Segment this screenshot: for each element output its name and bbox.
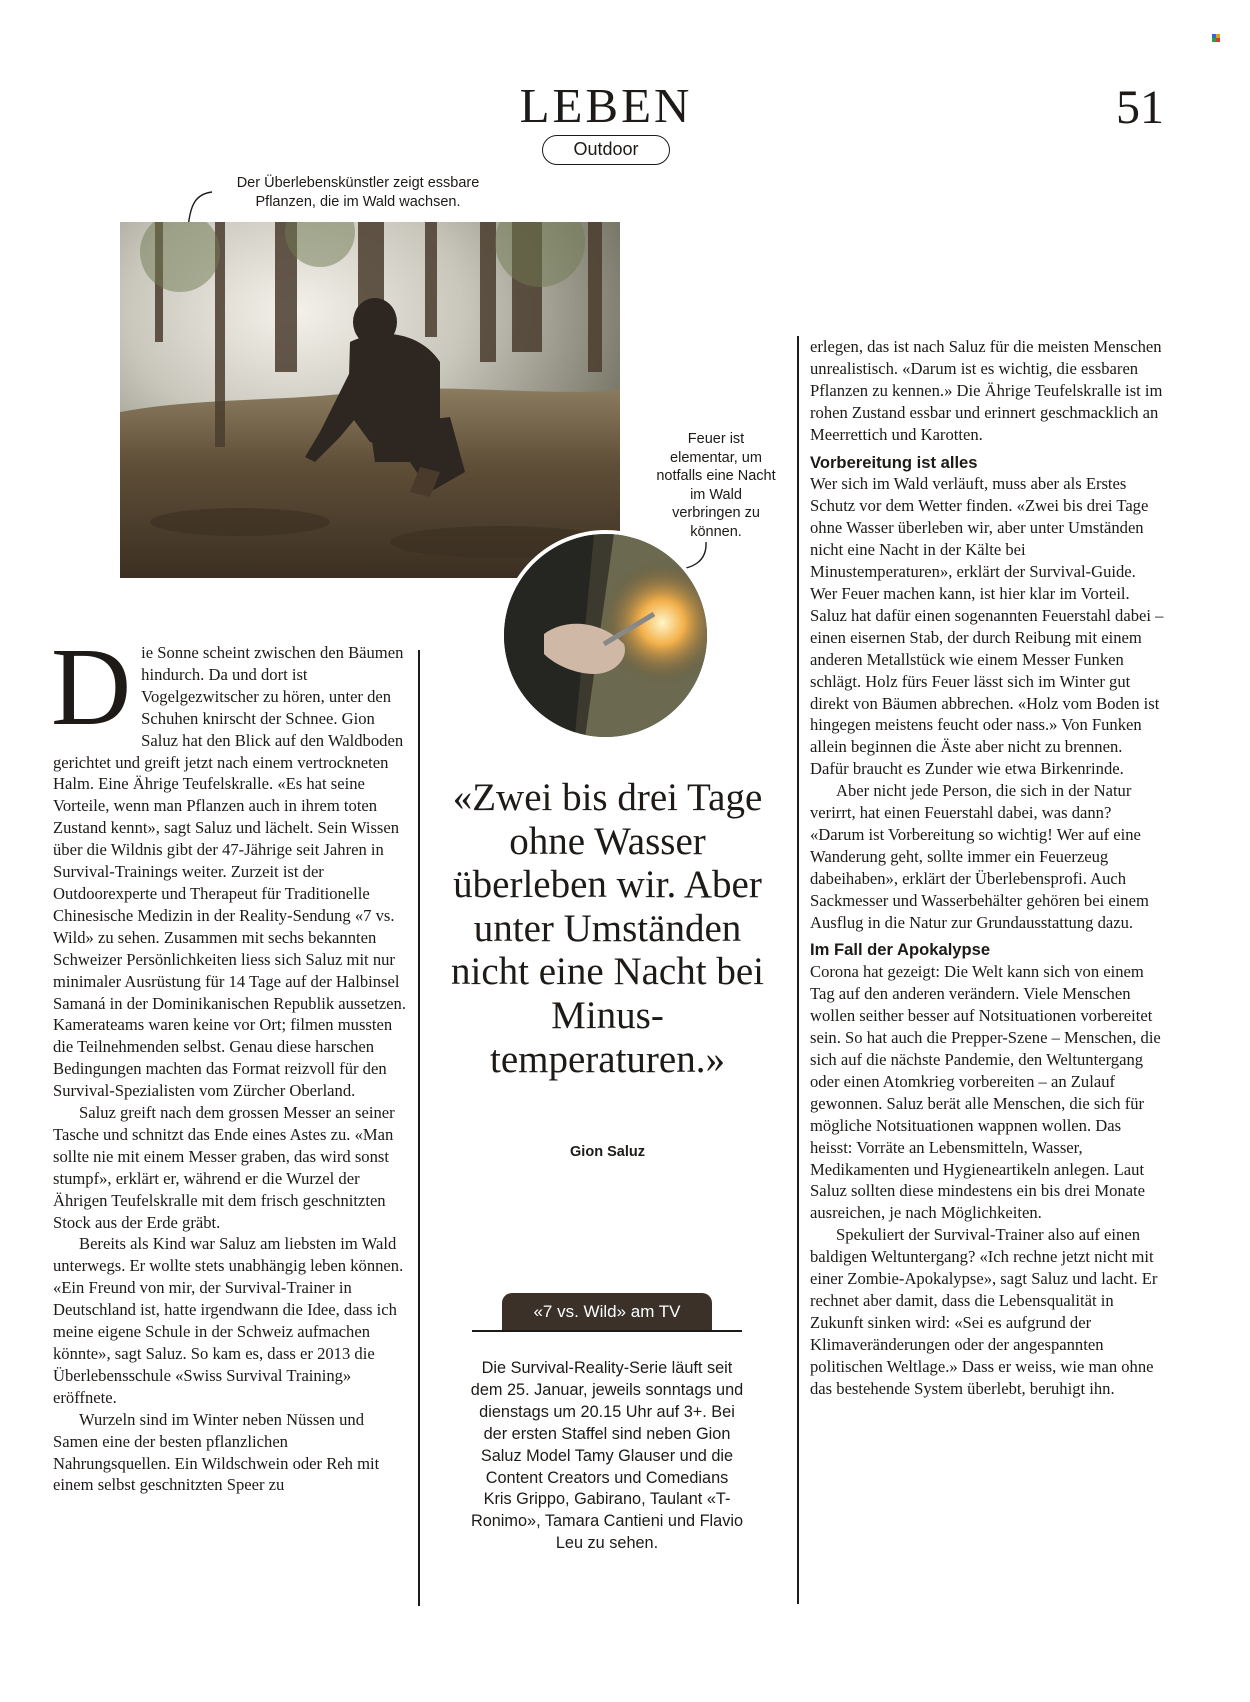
pull-quote-author: Gion Saluz [570,1144,645,1160]
article-paragraph: Aber nicht jede Person, die sich in der Natur verirrt, hat einen Feuerstahl dabei, was dann? «Darum ist Vorbereitung so wichtig! Wer auf eine Wanderung geht, sollte immer ein Feuerzeug dabeihaben», erklärt der Überlebensprofi. Auch Sackmesser und Wasserbehälter gehören bei einem Ausflug in die Natur zur Grundausstattung dazu. [810,781,1149,932]
article-paragraph: Corona hat gezeigt: Die Welt kann sich von einem Tag auf den anderen verändern. Viele Menschen wollen seither besser auf Notsituationen vorbereitet sein. So hat auch die Prepper-Szene – Menschen, die sich auf die nächste Pandemie, den Weltuntergang oder einen Atomkrieg vorbereiten – an Zulauf gewonnen. Saluz berät alle Menschen, die sich für mögliche Notsituationen wappnen wollen. Das heisst: Vorräte an Lebensmitteln, Wasser, Medikamenten und Hygieneartikeln anlegen. Laut Saluz sollten diese mindestens ein bis drei Monate ausreichen, je nach Möglichkeiten. [810,962,1161,1223]
drop-cap: D [51,626,132,749]
page-number: 51 [1116,81,1164,134]
pull-quote: «Zwei bis drei Tage ohne Wasser überleben wir. Aber unter Umständen nicht eine Nacht bei Minus-temperaturen.» [451,776,764,1081]
article-paragraph: Wurzeln sind im Winter neben Nüssen und Samen eine der besten pflanzlichen Nahrungsquellen. Ein Wildschwein oder Reh mit einem selbst geschnitzten Speer zu [53,1409,380,1495]
subheading: Vorbereitung ist alles [810,452,978,472]
article-left-column [51,626,408,1496]
info-box-title: «7 vs. Wild» am TV [502,1293,712,1331]
article-right-column [810,336,1165,1400]
info-box-body: Die Survival-Reality-Serie läuft seit dem 25. Januar, jeweils sonntags und dienstags um 20.15 Uhr auf 3+. Bei der ersten Staffel sind neben Gion Saluz Model Tamy Glauser und die Content Creators und Comedians Kris Grippo, Gabirano, Taulant «T-Ronimo», Tamara Cantieni und Flavio Leu zu sehen. [470,1359,744,1553]
photo-caption: Der Überlebenskünstler zeigt essbare Pflanzen, die im Wald wachsen. [236,175,480,210]
article-paragraph: Wer sich im Wald verläuft, muss aber als Erstes Schutz vor dem Wetter finden. «Zwei bis drei Tage ohne Wasser überleben wir, aber unter Umständen nicht eine Nacht in der Kälte bei Minustemperaturen», erklärt der Survival-Guide. Wer Feuer machen kann, ist hier klar im Vorteil. Saluz hat dafür einen sogenannten Feuerstahl dabei – einen eisernen Stab, der durch Reibung mit einem anderen Metallstück wie einem Messer Funken schlägt. Holz fürs Feuer lässt sich im Winter gut direkt von Bäumen abbrechen. «Holz vom Boden ist hingegen meistens feucht oder nass.» Von Funken allein beginnen die Äste aber nicht zu brennen. Dafür braucht es Zunder wie etwa Birkenrinde. [810,474,1164,779]
fire-steel-photo [500,530,711,741]
info-box-rule [472,1330,742,1332]
article-paragraph: Bereits als Kind war Saluz am liebsten im Wald unterwegs. Er wollte stets unabhängig leben können. «Ein Freund von mir, der Survival-Trainer in Deutschland ist, hatte irgendwann die Idee, dass ich meine eigene Schule in der Schweiz aufmachen könnte», sagt Saluz. So kam es, dass er 2013 die Überlebensschule «Swiss Survival Training» eröffnete. [53,1234,404,1407]
column-divider [797,336,799,1604]
article-paragraph: Spekuliert der Survival-Trainer also auf einen baldigen Weltuntergang? «Ich rechne jetzt nicht mit einer Zombie-Apokalypse», sagt Saluz und lacht. Er rechnet aber damit, dass die Lebensqualität in Zukunft sinken wird: «Sei es aufgrund der Klimaveränderungen oder der angespannten politischen Weltlage.» Dass er weiss, wie man ohne das bestehende System überlebt, beruhigt ihn. [810,1225,1158,1398]
fire-photo-caption: Feuer ist elementar, um notfalls eine Nacht im Wald verbringen zu können. [656,431,776,540]
column-divider [418,650,420,1606]
section-tag: Outdoor [542,135,670,165]
subheading: Im Fall der Apokalypse [810,940,991,960]
section-title: LEBEN [519,78,693,133]
forest-photo [120,222,620,578]
article-paragraph: ie Sonne scheint zwischen den Bäumen hindurch. Da und dort ist Vogelgezwitscher zu hören, unter den Schuhen knirscht der Schnee. Gion Saluz hat den Blick auf den Waldboden gerichtet und greift jetzt nach einem vertrockneten Halm. Eine Ährige Teufelskralle. «Es hat seine Vorteile, wenn man Pflanzen auch in ihrem toten Zustand kennt», sagt Saluz und lächelt. Sein Wissen über die Wildnis gibt der 47-Jährige seit Jahren in Survival-Trainings weiter. Zurzeit ist der Outdoorexperte und Therapeut für Traditionelle Chinesische Medizin in der Reality-Sendung «7 vs. Wild» zu sehen. Zusammen mit sechs bekannten Schweizer Persönlichkeiten liess sich Saluz mit nur minimaler Ausrüstung für 14 Tage auf der Halbinsel Samaná in der Dominikanischen Republik aussetzen. Kamerateams waren keine vor Ort; filmen mussten die Teilnehmenden selbst. Genau diese harschen Bedingungen machten das Format reizvoll für den Survival-Spezialisten vom Zürcher Oberland. [53,643,406,1101]
article-paragraph: Saluz greift nach dem grossen Messer an seiner Tasche und schnitzt das Ende eines Astes zu. «Man sollte nie mit einem Messer graben, das wird sonst stumpf», erklärt er, während er die Wurzel der Ährigen Teufelskralle mit dem frisch geschnitzten Stock aus der Erde gräbt. [53,1103,395,1232]
article-paragraph: erlegen, das ist nach Saluz für die meisten Menschen unrealistisch. «Darum ist es wichtig, die essbaren Pflanzen zu kennen.» Die Ährige Teufelskralle ist im rohen Zustand essbar und erinnert geschmacklich an Meerrettich und Karotten. [810,337,1163,444]
